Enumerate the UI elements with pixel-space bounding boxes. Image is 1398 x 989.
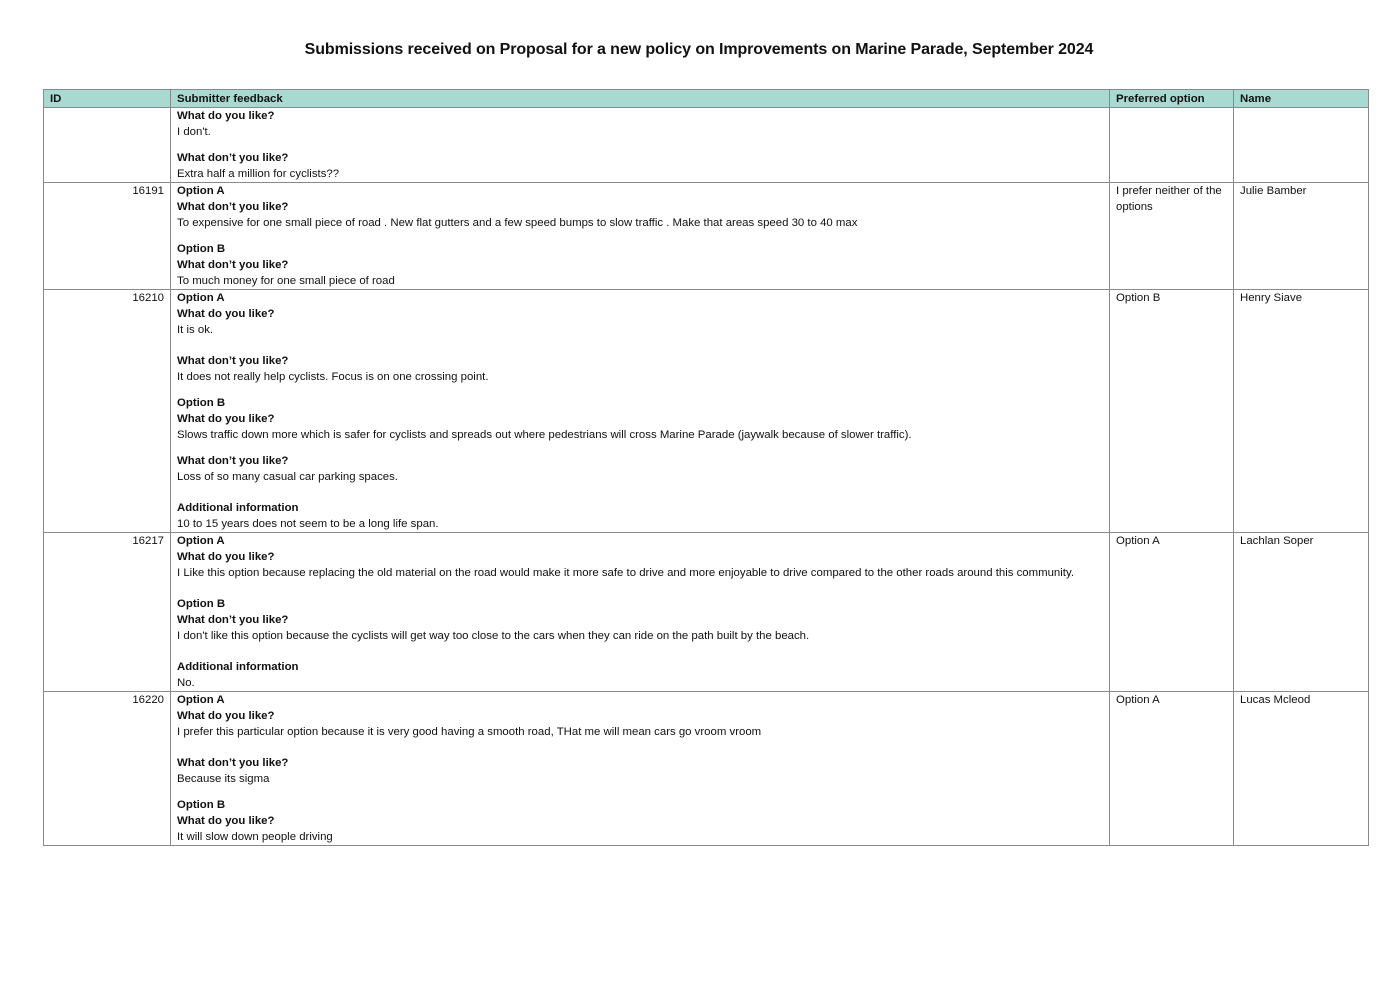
feedback-heading: Additional information: [177, 661, 299, 673]
table-row: [44, 533, 1369, 692]
feedback-text: It does not really help cyclists. Focus is on one crossing point.: [177, 371, 489, 383]
feedback-heading: What don’t you like?: [177, 614, 289, 626]
submission-id: [44, 108, 171, 183]
submitter-feedback: [171, 183, 1110, 290]
feedback-heading: Option B: [177, 799, 226, 811]
spacer: [177, 443, 1103, 453]
feedback-heading: Option B: [177, 397, 226, 409]
feedback-text: It will slow down people driving: [177, 831, 333, 843]
submission-id: 16210: [44, 290, 171, 533]
spacer: [177, 140, 1103, 150]
submitter-name: Julie Bamber: [1234, 183, 1369, 290]
submitter-name: Henry Siave: [1234, 290, 1369, 533]
feedback-text: I prefer this particular option because it is very good having a smooth road, THat me will mean cars go vroom vroom: [177, 726, 762, 738]
feedback-text: Because its sigma: [177, 773, 270, 785]
feedback-heading: What don’t you like?: [177, 201, 289, 213]
submitter-feedback: [171, 108, 1110, 183]
feedback-heading: What don’t you like?: [177, 355, 289, 367]
submitter-name: [1234, 108, 1369, 183]
preferred-option: Option A: [1110, 692, 1234, 846]
feedback-heading: Option A: [177, 535, 225, 547]
header-row: [44, 90, 1369, 108]
feedback-heading: Option A: [177, 185, 225, 197]
submission-id: 16220: [44, 692, 171, 846]
column-header-name: Name: [1234, 90, 1369, 108]
feedback-text: I don't like this option because the cyclists will get way too close to the cars when they can ride on the path built by the beach.: [177, 630, 810, 642]
feedback-text: Loss of so many casual car parking spaces.: [177, 471, 398, 483]
feedback-heading: Option A: [177, 694, 225, 706]
submissions-body: [44, 108, 1369, 846]
submissions-table: [43, 89, 1369, 846]
submitter-feedback: [171, 692, 1110, 846]
feedback-heading: Option B: [177, 243, 226, 255]
feedback-text: To much money for one small piece of road: [177, 275, 395, 287]
feedback-heading: What do you like?: [177, 308, 275, 320]
spacer: [177, 485, 1103, 500]
feedback-text: To expensive for one small piece of road . New flat gutters and a few speed bumps to slow traffic . Make that areas speed 30 to 40 max: [177, 217, 858, 229]
preferred-option: I prefer neither of the options: [1110, 183, 1234, 290]
preferred-option: Option B: [1110, 290, 1234, 533]
feedback-text: Slows traffic down more which is safer for cyclists and spreads out where pedestrians will cross Marine Parade (jaywalk because of slower traffic).: [177, 429, 912, 441]
feedback-text: No.: [177, 677, 195, 689]
feedback-heading: Additional information: [177, 502, 299, 514]
spacer: [177, 740, 1103, 755]
feedback-heading: What do you like?: [177, 551, 275, 563]
spacer: [177, 787, 1103, 797]
feedback-heading: What do you like?: [177, 110, 275, 122]
feedback-heading: What don’t you like?: [177, 259, 289, 271]
preferred-option: [1110, 108, 1234, 183]
feedback-heading: What don’t you like?: [177, 455, 289, 467]
feedback-text: It is ok.: [177, 324, 214, 336]
submitter-name: Lachlan Soper: [1234, 533, 1369, 692]
page-title: Submissions received on Proposal for a new policy on Improvements on Marine Parade, September 2024: [304, 41, 1094, 58]
feedback-heading: What do you like?: [177, 815, 275, 827]
spacer: [177, 385, 1103, 395]
submitter-feedback: [171, 533, 1110, 692]
feedback-heading: Option B: [177, 598, 226, 610]
feedback-text: 10 to 15 years does not seem to be a long life span.: [177, 518, 439, 530]
feedback-heading: What don’t you like?: [177, 152, 289, 164]
column-header-preferred-option: Preferred option: [1110, 90, 1234, 108]
column-header-id: ID: [44, 90, 171, 108]
feedback-text: Extra half a million for cyclists??: [177, 168, 340, 180]
spacer: [177, 581, 1103, 596]
submitter-name: Lucas Mcleod: [1234, 692, 1369, 846]
table-row: [44, 692, 1369, 846]
feedback-heading: Option A: [177, 292, 225, 304]
submitter-feedback: [171, 290, 1110, 533]
submission-id: 16217: [44, 533, 171, 692]
spacer: [177, 644, 1103, 659]
feedback-heading: What do you like?: [177, 413, 275, 425]
preferred-option: Option A: [1110, 533, 1234, 692]
feedback-text: I Like this option because replacing the old material on the road would make it more safe to drive and more enjoyable to drive compared to the other roads around this community.: [177, 567, 1074, 579]
submission-id: 16191: [44, 183, 171, 290]
feedback-heading: What do you like?: [177, 710, 275, 722]
spacer: [177, 231, 1103, 241]
table-row: [44, 290, 1369, 533]
table-row: [44, 108, 1369, 183]
table-row: [44, 183, 1369, 290]
feedback-heading: What don’t you like?: [177, 757, 289, 769]
spacer: [177, 338, 1103, 353]
feedback-text: I don't.: [177, 126, 211, 138]
column-header-feedback: Submitter feedback: [171, 90, 1110, 108]
